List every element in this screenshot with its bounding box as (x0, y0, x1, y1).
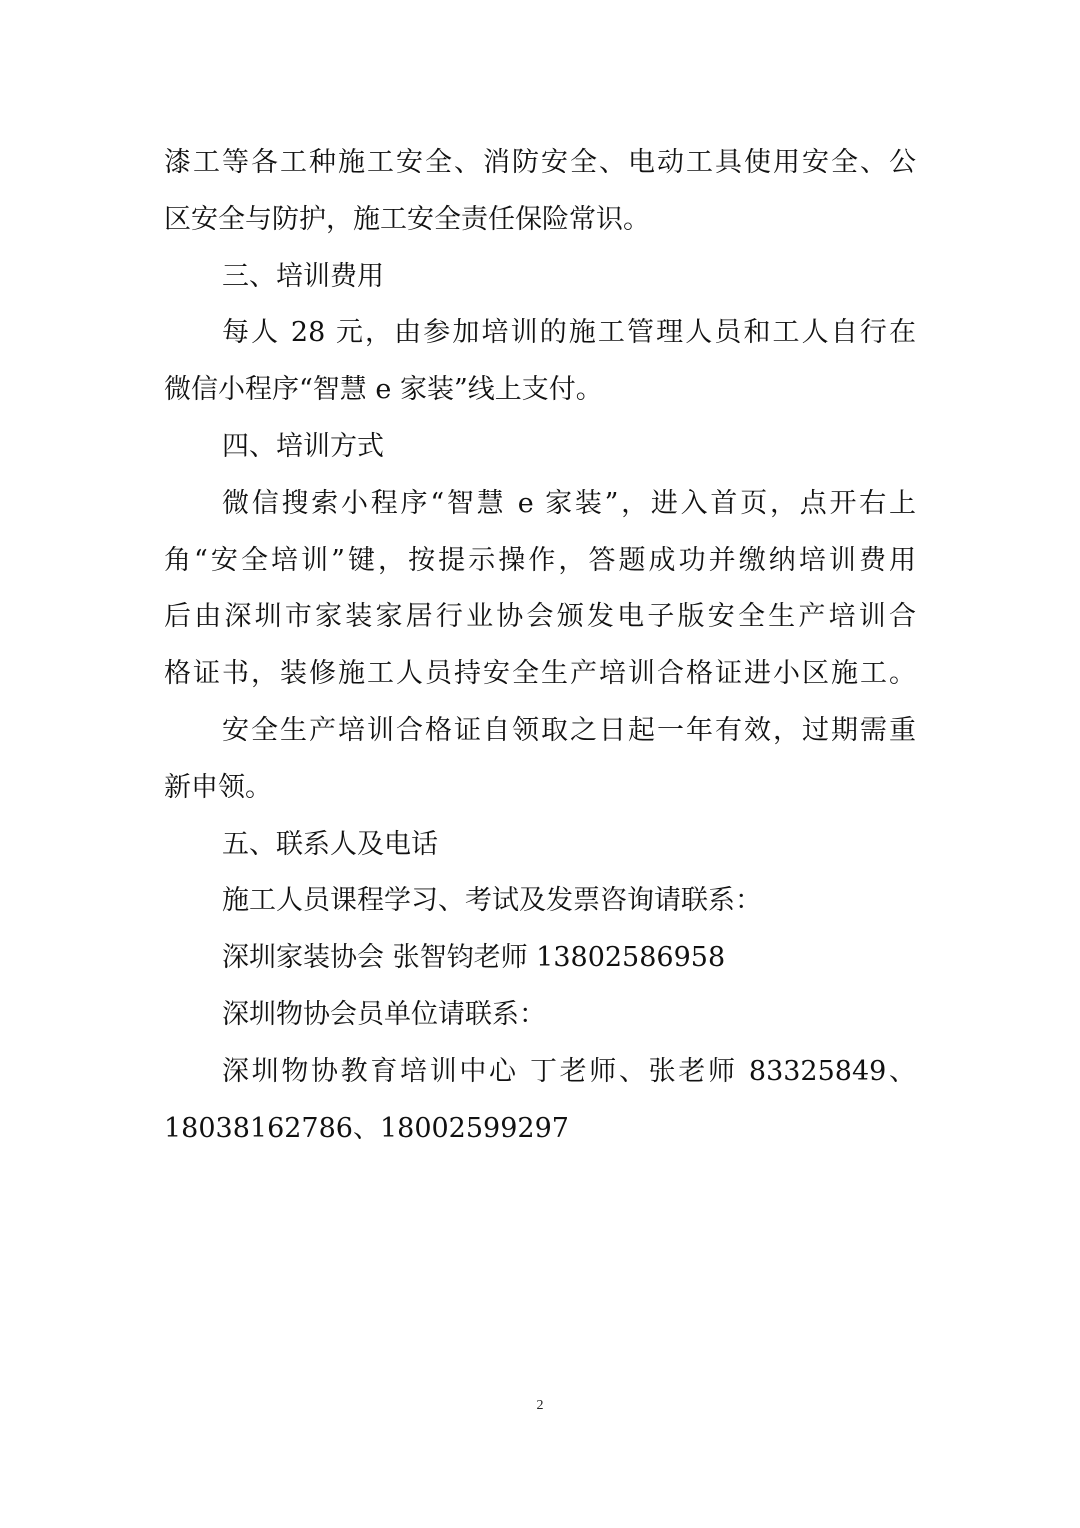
contact-line: 18038162786、18002599297 (164, 1112, 569, 1144)
contact-line: 深圳家装协会 张智钧老师 13802586958 (222, 942, 726, 974)
paragraph-line: 新申领。 (164, 771, 272, 803)
section-heading: 四、培训方式 (222, 430, 384, 462)
paragraph-line: 漆工等各工种施工安全、消防安全、电动工具使用安全、公 (164, 147, 916, 178)
document-body (164, 135, 916, 1157)
section-heading: 三、培训费用 (222, 260, 384, 292)
paragraph-line: 每人 28 元，由参加培训的施工管理人员和工人自行在 (222, 317, 916, 349)
paragraph-line: 后由深圳市家装家居行业协会颁发电子版安全生产培训合 (164, 601, 916, 633)
paragraph-line: 区安全与防护，施工安全责任保险常识。 (164, 203, 650, 235)
paragraph-line: 格证书，装修施工人员持安全生产培训合格证进小区施工。 (164, 658, 916, 690)
page-number: 2 (536, 1398, 544, 1413)
paragraph-line: 微信小程序“智慧 e 家装”线上支付。 (164, 374, 603, 406)
paragraph-line: 安全生产培训合格证自领取之日起一年有效，过期需重 (222, 714, 916, 746)
section-heading: 五、联系人及电话 (222, 828, 438, 860)
paragraph-line: 深圳物协会员单位请联系： (222, 998, 546, 1030)
contact-line: 深圳物协教育培训中心 丁老师、张老师 83325849、 (222, 1055, 916, 1087)
paragraph-line: 角“安全培训”键，按提示操作，答题成功并缴纳培训费用 (164, 544, 916, 576)
paragraph-line: 施工人员课程学习、考试及发票咨询请联系： (222, 885, 762, 917)
paragraph-line: 微信搜索小程序“智慧 e 家装”，进入首页，点开右上 (222, 487, 916, 519)
